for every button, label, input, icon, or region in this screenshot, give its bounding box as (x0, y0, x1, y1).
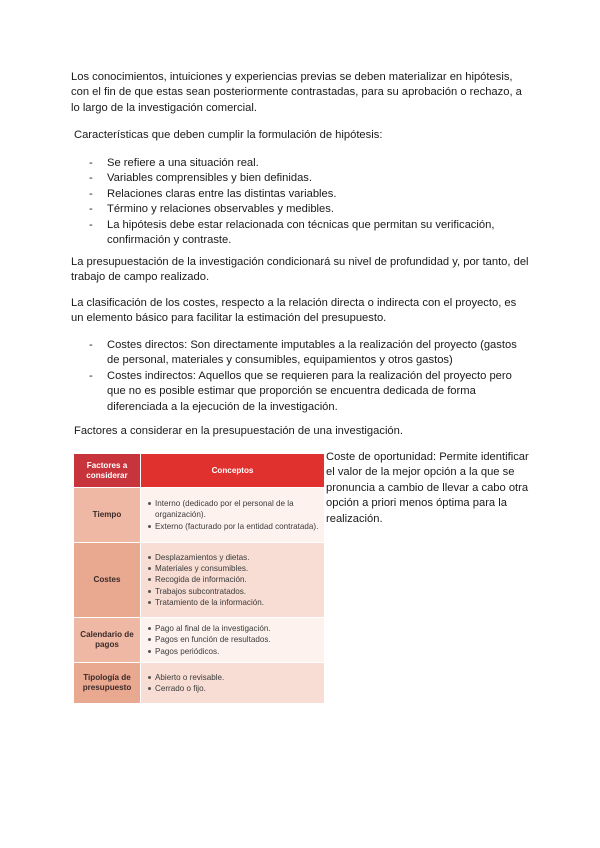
list-item: - Término y relaciones observables y medibles. (89, 202, 529, 217)
concept-item: Trabajos subcontratados. (147, 586, 320, 597)
concept-item: Pagos en función de resultados. (147, 634, 320, 645)
concept-item: Abierto o revisable. (147, 672, 320, 683)
cost-types-list (89, 338, 529, 415)
concept-item: Tratamiento de la información. (147, 597, 320, 608)
concept-item: Recogida de información. (147, 574, 320, 585)
budget-paragraph: La presupuestación de la investigación condicionará su nivel de profundidad y, por tanto, del trabajo de campo realizado. (71, 256, 529, 284)
concepts-cell (141, 543, 325, 618)
intro-paragraph: Los conocimientos, intuiciones y experiencias previas se deben materializar en hipótesis, con el fin de que estas sean posteriormente contrastadas, para su aprobación o rechazo, a lo largo de la investigación comercial. (71, 71, 522, 114)
header-concepts: Conceptos (141, 454, 325, 488)
header-factor: Factores a considerar (74, 454, 141, 488)
factor-cell: Calendario de pagos (74, 618, 141, 663)
list-item: - La hipótesis debe estar relacionada con técnicas que permitan su verificación, confirmación y contraste. (89, 218, 529, 249)
table-row (74, 488, 325, 543)
factor-cell: Tipología de presupuesto (74, 663, 141, 704)
concept-item: Pagos periódicos. (147, 646, 320, 657)
hypothesis-heading: Características que deben cumplir la formulación de hipótesis: (74, 129, 383, 141)
factors-heading: Factores a considerar en la presupuestación de una investigación. (74, 425, 403, 437)
concept-item: Externo (facturado por la entidad contratada). (147, 521, 320, 532)
factor-cell: Tiempo (74, 488, 141, 543)
table-header-row (74, 454, 325, 488)
opportunity-cost-note: Coste de oportunidad: Permite identificar el valor de la mejor opción a la que se pronuncia a cambio de llevar a cabo otra opción a priori menos óptima para la realización. (326, 451, 529, 525)
table-row (74, 543, 325, 618)
concept-item: Interno (dedicado por el personal de la organización). (147, 498, 320, 520)
concept-item: Cerrado o fijo. (147, 683, 320, 694)
list-item: - Costes indirectos: Aquellos que se requieren para la realización del proyecto pero que no es posible estimar que proporción se encuentra dedicada de forma diferenciada a la ejecución de la investigación. (89, 369, 529, 415)
list-item: - Se refiere a una situación real. (89, 156, 529, 171)
concepts-cell (141, 618, 325, 663)
table-row (74, 618, 325, 663)
concepts-cell (141, 488, 325, 543)
table-row (74, 663, 325, 704)
factors-table (73, 453, 325, 704)
concept-item: Pago al final de la investigación. (147, 623, 320, 634)
list-item: - Variables comprensibles y bien definidas. (89, 171, 529, 186)
factor-cell: Costes (74, 543, 141, 618)
list-item: - Costes directos: Son directamente imputables a la realización del proyecto (gastos de personal, materiales y consumibles, equipamientos y otros gastos) (89, 338, 529, 369)
concept-item: Materiales y consumibles. (147, 563, 320, 574)
concept-item: Desplazamientos y dietas. (147, 552, 320, 563)
costs-paragraph: La clasificación de los costes, respecto a la relación directa o indirecta con el proyecto, es un elemento básico para facilitar la estimación del presupuesto. (71, 297, 517, 325)
hypothesis-list (89, 156, 529, 248)
list-item: - Relaciones claras entre las distintas variables. (89, 187, 529, 202)
concepts-cell (141, 663, 325, 704)
